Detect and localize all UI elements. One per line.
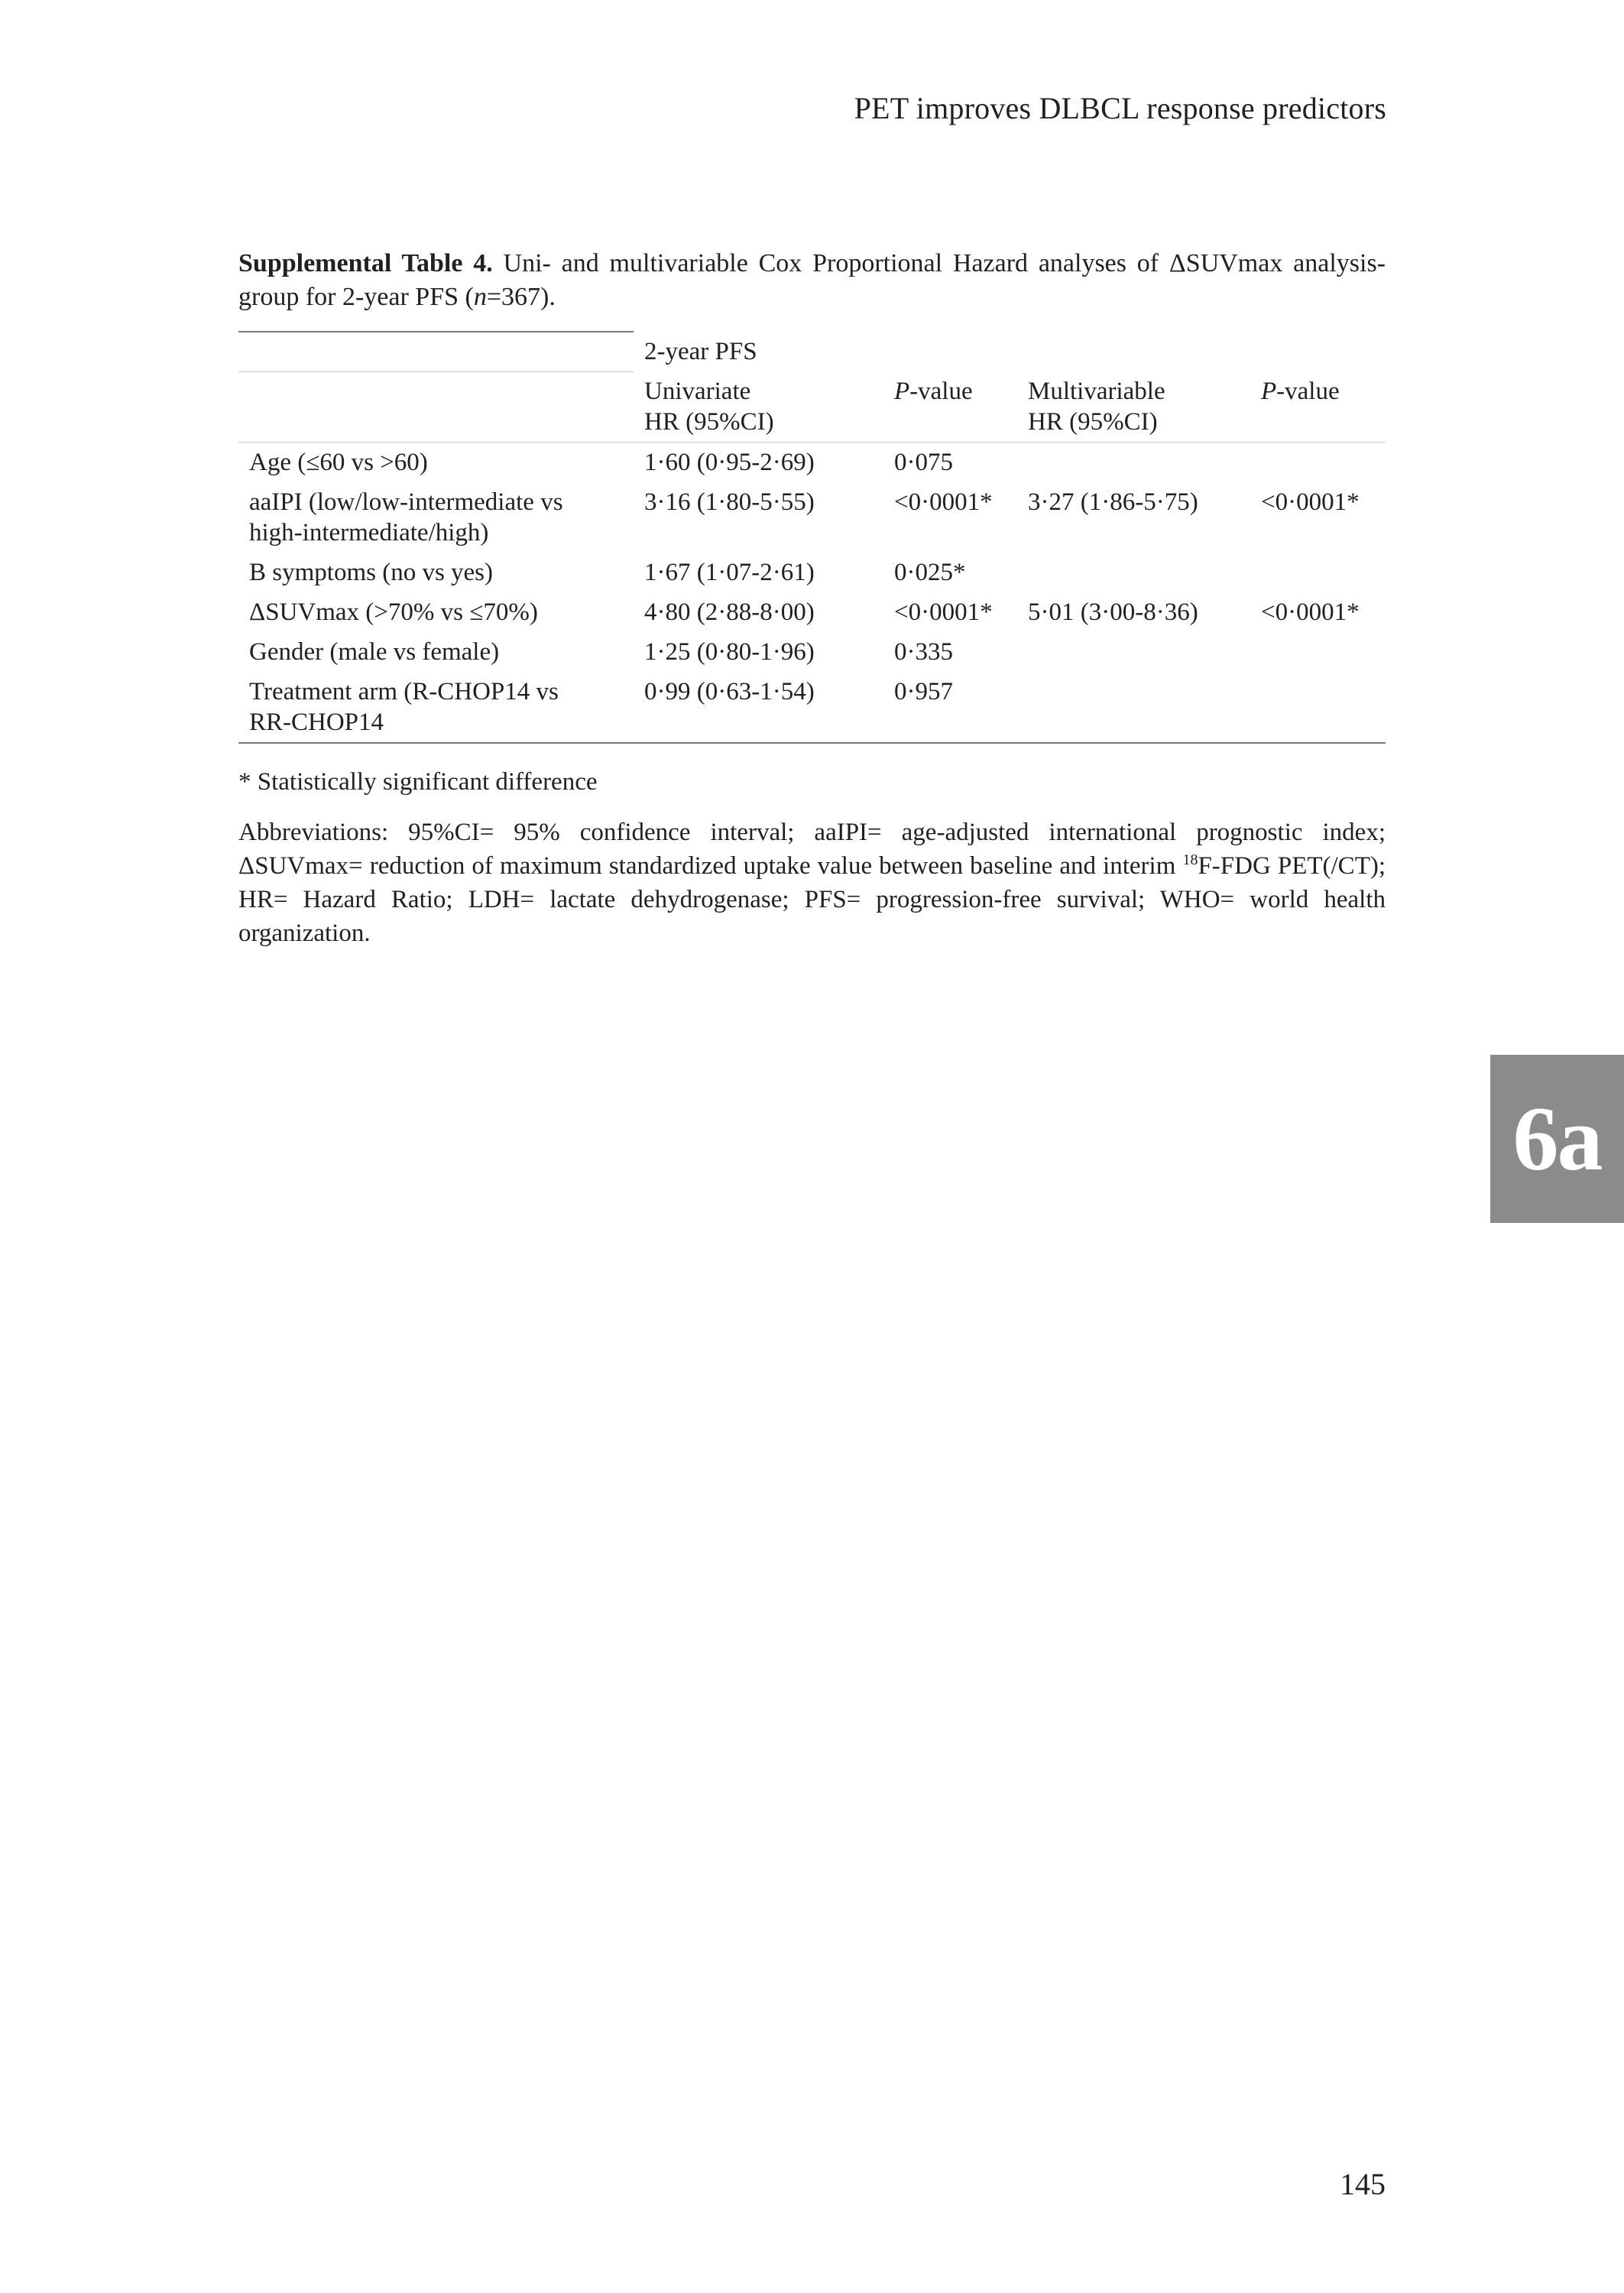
multivariable-p: [1250, 443, 1386, 483]
multivariable-p: <0·0001*: [1261, 598, 1360, 626]
multivariable-p: [1250, 553, 1386, 592]
univariate-p: 0·025*: [894, 559, 966, 586]
superscript-18: 18: [1182, 851, 1198, 868]
row-label: aaIPI (low/low-intermediate vs high-intermediate/high): [249, 488, 563, 546]
abbreviations-paragraph: Abbreviations: 95%CI= 95% confidence interval; aaIPI= age-adjusted international prognostic index; ΔSUVmax= reduction of maximum standardized uptake value between baseline and interim $^{18}$F-FDG PET(/CT); HR= Hazard Ratio; LDH= lactate dehydrogenase; PFS= progression-free survival; WHO= world health organization.: [238, 819, 1386, 947]
row-label: B symptoms (no vs yes): [249, 559, 494, 586]
table-row: [238, 672, 1386, 743]
univariate-hr: 1·67 (1·07-2·61): [644, 559, 815, 586]
caption-text-end: =367).: [486, 283, 556, 311]
table-caption: [238, 247, 1386, 314]
col-header-p-value-1: P-value: [894, 378, 973, 405]
table-row: [238, 592, 1386, 632]
table-row: [238, 553, 1386, 592]
multivariable-hr: [1017, 672, 1250, 743]
multivariable-hr: [1017, 553, 1250, 592]
multivariable-hr: 3·27 (1·86-5·75): [1028, 488, 1198, 516]
hazard-table: [238, 331, 1386, 744]
row-label: Treatment arm (R-CHOP14 vs RR-CHOP14: [238, 672, 634, 743]
caption-n-variable: n: [473, 283, 487, 311]
univariate-hr: 4·80 (2·88-8·00): [644, 598, 815, 626]
univariate-p: <0·0001*: [894, 598, 993, 626]
multivariable-p: [1250, 672, 1386, 743]
table-group-header-row: [238, 332, 1386, 371]
univariate-hr: 0·99 (0·63-1·54): [634, 672, 883, 743]
multivariable-hr: [1017, 443, 1250, 483]
table-column-header-row: [238, 371, 1386, 443]
row-label: ΔSUVmax (>70% vs ≤70%): [249, 598, 538, 626]
table-row: [238, 443, 1386, 483]
running-head: PET improves DLBCL response predictors: [854, 91, 1386, 125]
col-header-univariate: Univariate HR (95%CI): [644, 378, 774, 436]
multivariable-hr: 5·01 (3·00-8·36): [1028, 598, 1198, 626]
col-header-p-value-2: P-value: [1261, 378, 1340, 405]
multivariable-hr: [1017, 632, 1250, 672]
table-row: [238, 482, 1386, 553]
univariate-hr: 1·60 (0·95-2·69): [634, 443, 883, 483]
chapter-tab: 6a: [1490, 1055, 1624, 1223]
univariate-p: 0·335: [894, 638, 953, 666]
row-label: Gender (male vs female): [249, 638, 500, 666]
caption-text: Uni- and multivariable Cox Proportional Hazard analyses of ΔSUVmax analysis-group for 2-year PFS (: [238, 249, 1386, 311]
univariate-p: 0·957: [883, 672, 1017, 743]
table-footnote: * Statistically significant difference: [238, 768, 598, 796]
univariate-p: 0·075: [883, 443, 1017, 483]
univariate-hr: 3·16 (1·80-5·55): [644, 488, 815, 516]
table-row: [238, 632, 1386, 672]
page-number: 145: [1340, 2167, 1386, 2201]
univariate-p: <0·0001*: [894, 488, 993, 516]
univariate-hr: 1·25 (0·80-1·96): [644, 638, 815, 666]
caption-label: Supplemental Table 4.: [238, 249, 493, 277]
main-content: [238, 247, 1386, 950]
group-header: 2-year PFS: [644, 338, 757, 365]
row-label: Age (≤60 vs >60): [238, 443, 634, 483]
multivariable-p: <0·0001*: [1261, 488, 1360, 516]
col-header-multivariable: Multivariable HR (95%CI): [1028, 378, 1165, 436]
multivariable-p: [1250, 632, 1386, 672]
